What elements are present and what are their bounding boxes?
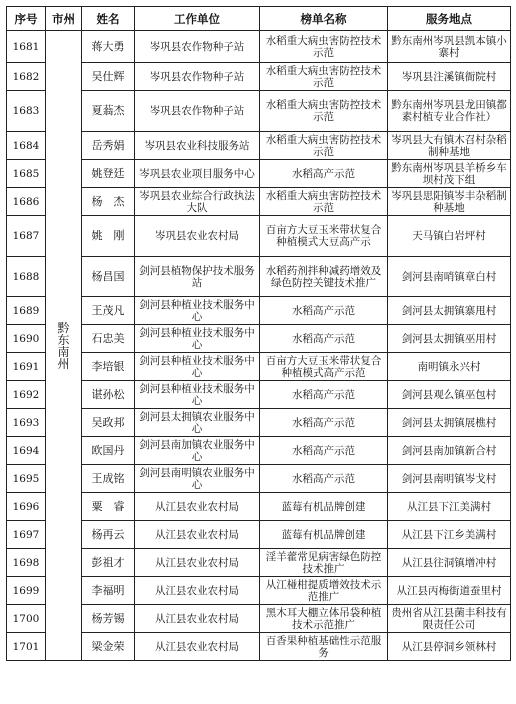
row-unit: 岑巩县农业农村局 <box>135 216 260 257</box>
row-list: 水稻重大病虫害防控技术示范 <box>260 188 388 216</box>
table-row <box>7 325 511 353</box>
header-place: 服务地点 <box>388 7 511 31</box>
row-place: 南明镇永兴村 <box>388 353 511 381</box>
row-unit: 从江县农业农村局 <box>135 549 260 577</box>
row-unit: 从江县农业农村局 <box>135 633 260 661</box>
row-unit: 岑巩县农业科技服务站 <box>135 132 260 160</box>
row-list: 水稻高产示范 <box>260 465 388 493</box>
row-place: 剑河县太拥镇寨甩村 <box>388 297 511 325</box>
row-no: 1687 <box>7 216 46 257</box>
table-row <box>7 409 511 437</box>
row-name: 李培银 <box>82 353 135 381</box>
row-unit: 剑河县植物保护技术服务站 <box>135 257 260 297</box>
table-row <box>7 132 511 160</box>
row-unit: 岑巩县农作物种子站 <box>135 91 260 132</box>
row-no: 1686 <box>7 188 46 216</box>
row-no: 1688 <box>7 257 46 297</box>
row-name: 粟 睿 <box>82 493 135 521</box>
header-name: 姓名 <box>82 7 135 31</box>
row-place: 黔东南州岑巩县龙田镇都素村植专业合作社） <box>388 91 511 132</box>
row-place: 岑巩县思阳镇岑丰杂稻制种基地 <box>388 188 511 216</box>
row-list: 水稻高产示范 <box>260 160 388 188</box>
table-row <box>7 521 511 549</box>
row-place: 从江县停洞乡领林村 <box>388 633 511 661</box>
row-unit: 岑巩县农业综合行政执法大队 <box>135 188 260 216</box>
table-row <box>7 63 511 91</box>
row-place: 从江县往洞镇增冲村 <box>388 549 511 577</box>
row-list: 淫羊藿常见病害绿色防控技术推广 <box>260 549 388 577</box>
row-no: 1693 <box>7 409 46 437</box>
table-row <box>7 633 511 661</box>
row-name: 梁金荣 <box>82 633 135 661</box>
row-unit: 剑河县种植业技术服务中心 <box>135 381 260 409</box>
roster-table <box>6 6 511 661</box>
row-place: 岑巩县大有镇木召村杂稻制种基地 <box>388 132 511 160</box>
table-body <box>7 31 511 661</box>
row-place: 剑河县太拥镇展樵村 <box>388 409 511 437</box>
row-name: 夏蓊杰 <box>82 91 135 132</box>
row-list: 百香果种植基础性示范服务 <box>260 633 388 661</box>
row-name: 欧国丹 <box>82 437 135 465</box>
row-no: 1698 <box>7 549 46 577</box>
table-row <box>7 257 511 297</box>
row-place: 从江县下江美满村 <box>388 493 511 521</box>
row-no: 1681 <box>7 31 46 63</box>
table-row <box>7 381 511 409</box>
row-name: 姚 刚 <box>82 216 135 257</box>
row-no: 1690 <box>7 325 46 353</box>
row-no: 1685 <box>7 160 46 188</box>
table-row <box>7 216 511 257</box>
table-row <box>7 465 511 493</box>
row-name: 蒋大勇 <box>82 31 135 63</box>
row-unit: 剑河县种植业技术服务中心 <box>135 297 260 325</box>
row-no: 1697 <box>7 521 46 549</box>
table-row <box>7 493 511 521</box>
row-name: 王成铭 <box>82 465 135 493</box>
row-no: 1700 <box>7 605 46 633</box>
table-row <box>7 160 511 188</box>
row-no: 1699 <box>7 577 46 605</box>
row-place: 剑河县南明镇岑戈村 <box>388 465 511 493</box>
row-place: 从江县下江乡美满村 <box>388 521 511 549</box>
row-name: 杨再云 <box>82 521 135 549</box>
row-city: 黔 东 南 州 <box>46 31 82 661</box>
row-place: 岑巩县注溪镇衙院村 <box>388 63 511 91</box>
table-row <box>7 437 511 465</box>
row-no: 1684 <box>7 132 46 160</box>
row-name: 石忠美 <box>82 325 135 353</box>
row-name: 王茂凡 <box>82 297 135 325</box>
header-list: 榜单名称 <box>260 7 388 31</box>
row-name: 吴仕辉 <box>82 63 135 91</box>
header-city: 市州 <box>46 7 82 31</box>
row-no: 1682 <box>7 63 46 91</box>
header-no: 序号 <box>7 7 46 31</box>
row-name: 岳秀娟 <box>82 132 135 160</box>
row-no: 1691 <box>7 353 46 381</box>
row-list: 水稻高产示范 <box>260 409 388 437</box>
row-list: 从江椪柑提质增效技术示范推广 <box>260 577 388 605</box>
row-list: 水稻重大病虫害防控技术示范 <box>260 63 388 91</box>
table-row <box>7 91 511 132</box>
row-unit: 剑河县种植业技术服务中心 <box>135 325 260 353</box>
row-unit: 从江县农业农村局 <box>135 577 260 605</box>
row-no: 1701 <box>7 633 46 661</box>
row-unit: 从江县农业农村局 <box>135 493 260 521</box>
row-place: 黔东南州岑巩县凯本镇小寨村 <box>388 31 511 63</box>
row-place: 从江县丙梅街道蚕里村 <box>388 577 511 605</box>
row-name: 彭祖才 <box>82 549 135 577</box>
row-unit: 岑巩县农作物种子站 <box>135 31 260 63</box>
row-no: 1689 <box>7 297 46 325</box>
row-unit: 从江县农业农村局 <box>135 521 260 549</box>
row-name: 杨昌国 <box>82 257 135 297</box>
row-name: 杨 杰 <box>82 188 135 216</box>
row-list: 水稻重大病虫害防控技术示范 <box>260 31 388 63</box>
row-place: 剑河县南加镇新合村 <box>388 437 511 465</box>
row-place: 黔东南州岑巩县羊桥乡车坝村茂下组 <box>388 160 511 188</box>
row-name: 李福明 <box>82 577 135 605</box>
row-place: 剑河县南哨镇章白村 <box>388 257 511 297</box>
table-row <box>7 577 511 605</box>
row-place: 天马镇白岩坪村 <box>388 216 511 257</box>
row-name: 吴政邦 <box>82 409 135 437</box>
row-name: 姚登廷 <box>82 160 135 188</box>
row-unit: 从江县农业农村局 <box>135 605 260 633</box>
table-row <box>7 549 511 577</box>
table-row <box>7 31 511 63</box>
row-list: 水稻高产示范 <box>260 325 388 353</box>
row-unit: 岑巩县农业项目服务中心 <box>135 160 260 188</box>
row-list: 百亩方大豆玉米带状复合种植模式大豆高产示 <box>260 216 388 257</box>
row-list: 水稻重大病虫害防控技术示范 <box>260 132 388 160</box>
row-no: 1696 <box>7 493 46 521</box>
row-unit: 剑河县种植业技术服务中心 <box>135 353 260 381</box>
row-list: 水稻重大病虫害防控技术示范 <box>260 91 388 132</box>
row-unit: 剑河县太拥镇农业服务中心 <box>135 409 260 437</box>
row-list: 水稻高产示范 <box>260 297 388 325</box>
header-row <box>7 7 511 31</box>
row-no: 1683 <box>7 91 46 132</box>
row-no: 1695 <box>7 465 46 493</box>
row-list: 水稻高产示范 <box>260 437 388 465</box>
row-place: 剑河县观么镇巫包村 <box>388 381 511 409</box>
row-list: 水稻药剂拌种减药增效及绿色防控关键技术推广 <box>260 257 388 297</box>
table-row <box>7 188 511 216</box>
row-list: 百亩方大豆玉米带状复合种植模式高产示范 <box>260 353 388 381</box>
row-list: 水稻高产示范 <box>260 381 388 409</box>
row-unit: 剑河县南加镇农业服务中心 <box>135 437 260 465</box>
row-unit: 剑河县南明镇农业服务中心 <box>135 465 260 493</box>
table-row <box>7 297 511 325</box>
row-no: 1692 <box>7 381 46 409</box>
row-list: 蓝莓有机品牌创建 <box>260 521 388 549</box>
row-list: 黑木耳大棚立体吊袋种植技术示范推广 <box>260 605 388 633</box>
row-unit: 岑巩县农作物种子站 <box>135 63 260 91</box>
row-place: 剑河县太拥镇巫用村 <box>388 325 511 353</box>
row-no: 1694 <box>7 437 46 465</box>
table-row <box>7 353 511 381</box>
row-list: 蓝莓有机品牌创建 <box>260 493 388 521</box>
row-name: 杨芳锡 <box>82 605 135 633</box>
table-row <box>7 605 511 633</box>
row-place: 贵州省从江县菌丰科技有限责任公司 <box>388 605 511 633</box>
row-name: 谌孙松 <box>82 381 135 409</box>
header-unit: 工作单位 <box>135 7 260 31</box>
